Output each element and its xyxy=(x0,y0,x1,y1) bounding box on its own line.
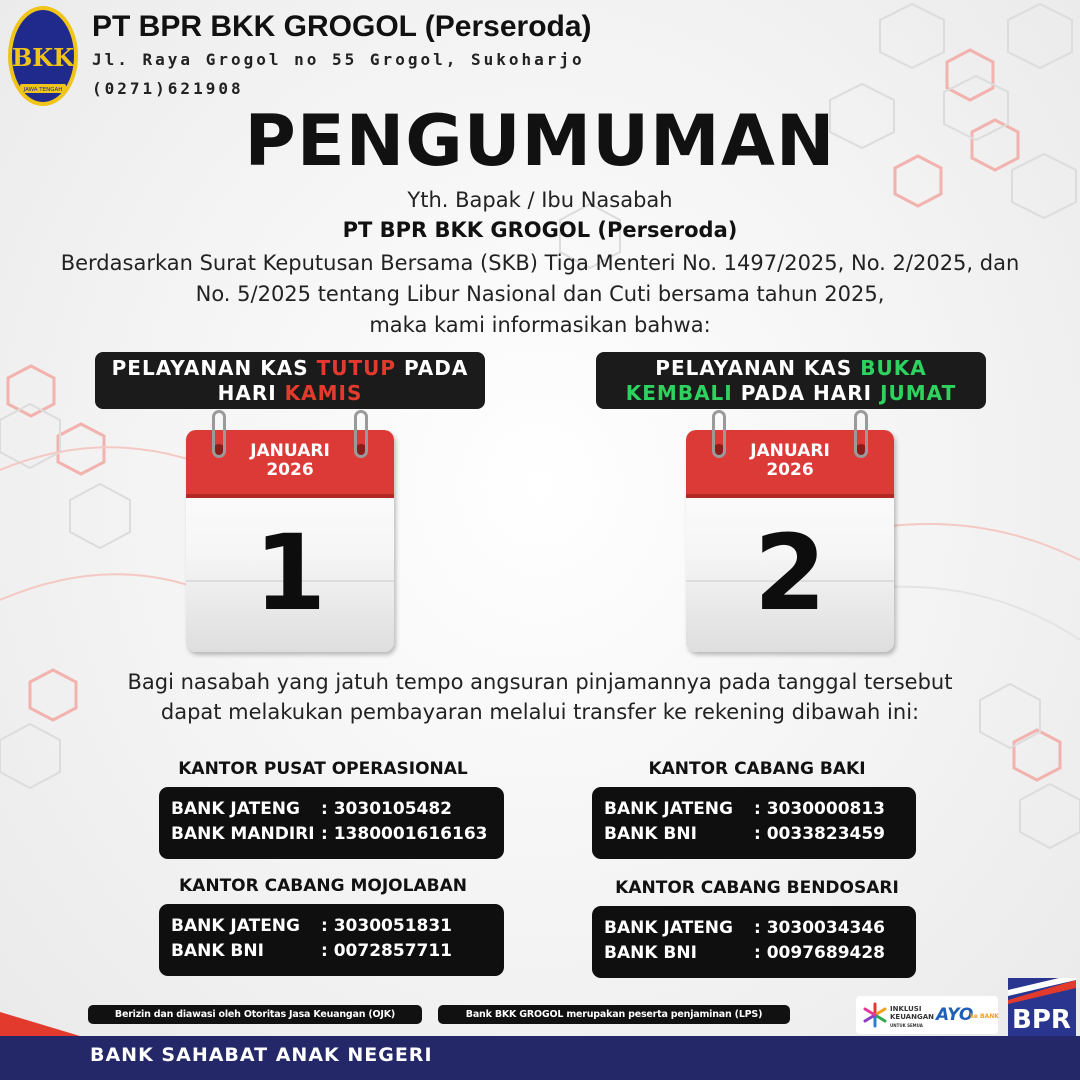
lps-notice: Bank BKK GROGOL merupakan peserta penjaminan (LPS) xyxy=(438,1005,790,1024)
account-row xyxy=(171,824,504,849)
calendar-ring-icon xyxy=(354,410,368,458)
intro-company: PT BPR BKK GROGOL (Perseroda) xyxy=(342,218,738,242)
branch-title-mojolaban: KANTOR CABANG MOJOLABAN xyxy=(179,876,467,896)
calendar-year: 2026 xyxy=(266,460,314,480)
account-box-bendosari xyxy=(592,906,916,978)
account-bank: BANK BNI xyxy=(604,824,697,844)
ayo-sub: ke BANK xyxy=(970,1013,999,1020)
account-box-pusat xyxy=(159,787,504,859)
partner-logos xyxy=(856,996,998,1034)
branch-title-baki: KANTOR CABANG BAKI xyxy=(648,759,866,779)
calendar-closed-day xyxy=(186,410,396,655)
account-number: : 0072857711 xyxy=(321,941,453,961)
account-number: : 0097689428 xyxy=(754,943,886,963)
account-number: : 0033823459 xyxy=(754,824,886,844)
account-box-mojolaban xyxy=(159,904,504,976)
company-phone: (0271)621908 xyxy=(92,79,244,98)
calendar-open-day xyxy=(686,410,896,655)
company-address: Jl. Raya Grogol no 55 Grogol, Sukoharjo xyxy=(92,50,585,69)
company-logo xyxy=(6,4,80,108)
open-notice-highlight-jumat: JUMAT xyxy=(880,381,957,405)
inklusi-keuangan-sub: UNTUK SEMUA xyxy=(890,1023,923,1028)
closed-notice-highlight-tutup: TUTUP xyxy=(316,356,397,380)
ayo-label: AYO xyxy=(936,1005,974,1025)
logo-letters: BKK xyxy=(11,43,75,72)
bpr-label: BPR xyxy=(1012,1005,1071,1035)
branch-title-pusat: KANTOR PUSAT OPERASIONAL xyxy=(178,759,468,779)
intro-line-3: maka kami informasikan bahwa: xyxy=(369,313,711,337)
account-number: : 3030105482 xyxy=(321,799,453,819)
logo-caption: JAWA TENGAH xyxy=(23,87,63,93)
calendar-ring-icon xyxy=(712,410,726,458)
account-number: : 3030034346 xyxy=(754,918,886,938)
account-row xyxy=(604,799,916,824)
calendar-day: 1 xyxy=(253,512,327,634)
closed-notice xyxy=(95,352,485,409)
instruction-line-2: dapat melakukan pembayaran melalui transfer ke rekening dibawah ini: xyxy=(160,700,920,724)
closed-notice-text-3: HARI xyxy=(217,381,285,405)
calendar-ring-icon xyxy=(212,410,226,458)
inklusi-keuangan-label: INKLUSI KEUANGAN xyxy=(890,1005,934,1021)
account-bank: BANK JATENG xyxy=(604,918,733,938)
footer-tagline: BANK SAHABAT ANAK NEGERI xyxy=(90,1044,433,1066)
bpr-stripe-icon xyxy=(1008,978,1076,1004)
account-bank: BANK JATENG xyxy=(171,799,300,819)
ojk-notice: Berizin dan diawasi oleh Otoritas Jasa Keuangan (OJK) xyxy=(88,1005,422,1024)
calendar-ring-icon xyxy=(854,410,868,458)
calendar-day: 2 xyxy=(753,512,827,634)
account-row xyxy=(604,824,916,849)
intro-greeting: Yth. Bapak / Ibu Nasabah xyxy=(407,188,673,212)
calendar-month: JANUARI xyxy=(250,441,330,461)
account-number: : 1380001616163 xyxy=(321,824,488,844)
account-row xyxy=(171,799,504,824)
calendar-year: 2026 xyxy=(766,460,814,480)
closed-notice-text-1: PELAYANAN KAS xyxy=(111,356,317,380)
open-notice-highlight-kembali: KEMBALI xyxy=(625,381,733,405)
account-box-baki xyxy=(592,787,916,859)
calendar-page xyxy=(686,430,894,652)
account-bank: BANK JATENG xyxy=(604,799,733,819)
account-row xyxy=(171,916,504,941)
account-row xyxy=(604,918,916,943)
calendar-month: JANUARI xyxy=(750,441,830,461)
account-bank: BANK JATENG xyxy=(171,916,300,936)
instruction-line-1: Bagi nasabah yang jatuh tempo angsuran pinjamannya pada tanggal tersebut xyxy=(127,670,953,694)
calendar-page xyxy=(186,430,394,652)
account-number: : 3030051831 xyxy=(321,916,453,936)
company-name: PT BPR BKK GROGOL (Perseroda) xyxy=(92,10,592,43)
account-bank: BANK MANDIRI xyxy=(171,824,315,844)
account-row xyxy=(604,943,916,968)
open-notice-text-2: PADA HARI xyxy=(732,381,881,405)
intro-line-2: No. 5/2025 tentang Libur Nasional dan Cuti bersama tahun 2025, xyxy=(195,282,885,306)
closed-notice-text-2: PADA xyxy=(396,356,469,380)
intro-line-1: Berdasarkan Surat Keputusan Bersama (SKB) Tiga Menteri No. 1497/2025, No. 2/2025, dan xyxy=(60,251,1020,275)
account-bank: BANK BNI xyxy=(604,943,697,963)
open-notice-highlight-buka: BUKA xyxy=(860,356,927,380)
announcement-title: PENGUMUMAN xyxy=(244,100,836,182)
branch-title-bendosari: KANTOR CABANG BENDOSARI xyxy=(615,878,899,898)
open-notice-text-1: PELAYANAN KAS xyxy=(655,356,861,380)
open-notice xyxy=(596,352,986,409)
account-row xyxy=(171,941,504,966)
closed-notice-highlight-kamis: KAMIS xyxy=(284,381,363,405)
inklusi-keuangan-icon xyxy=(862,1002,888,1028)
account-number: : 3030000813 xyxy=(754,799,886,819)
account-bank: BANK BNI xyxy=(171,941,264,961)
